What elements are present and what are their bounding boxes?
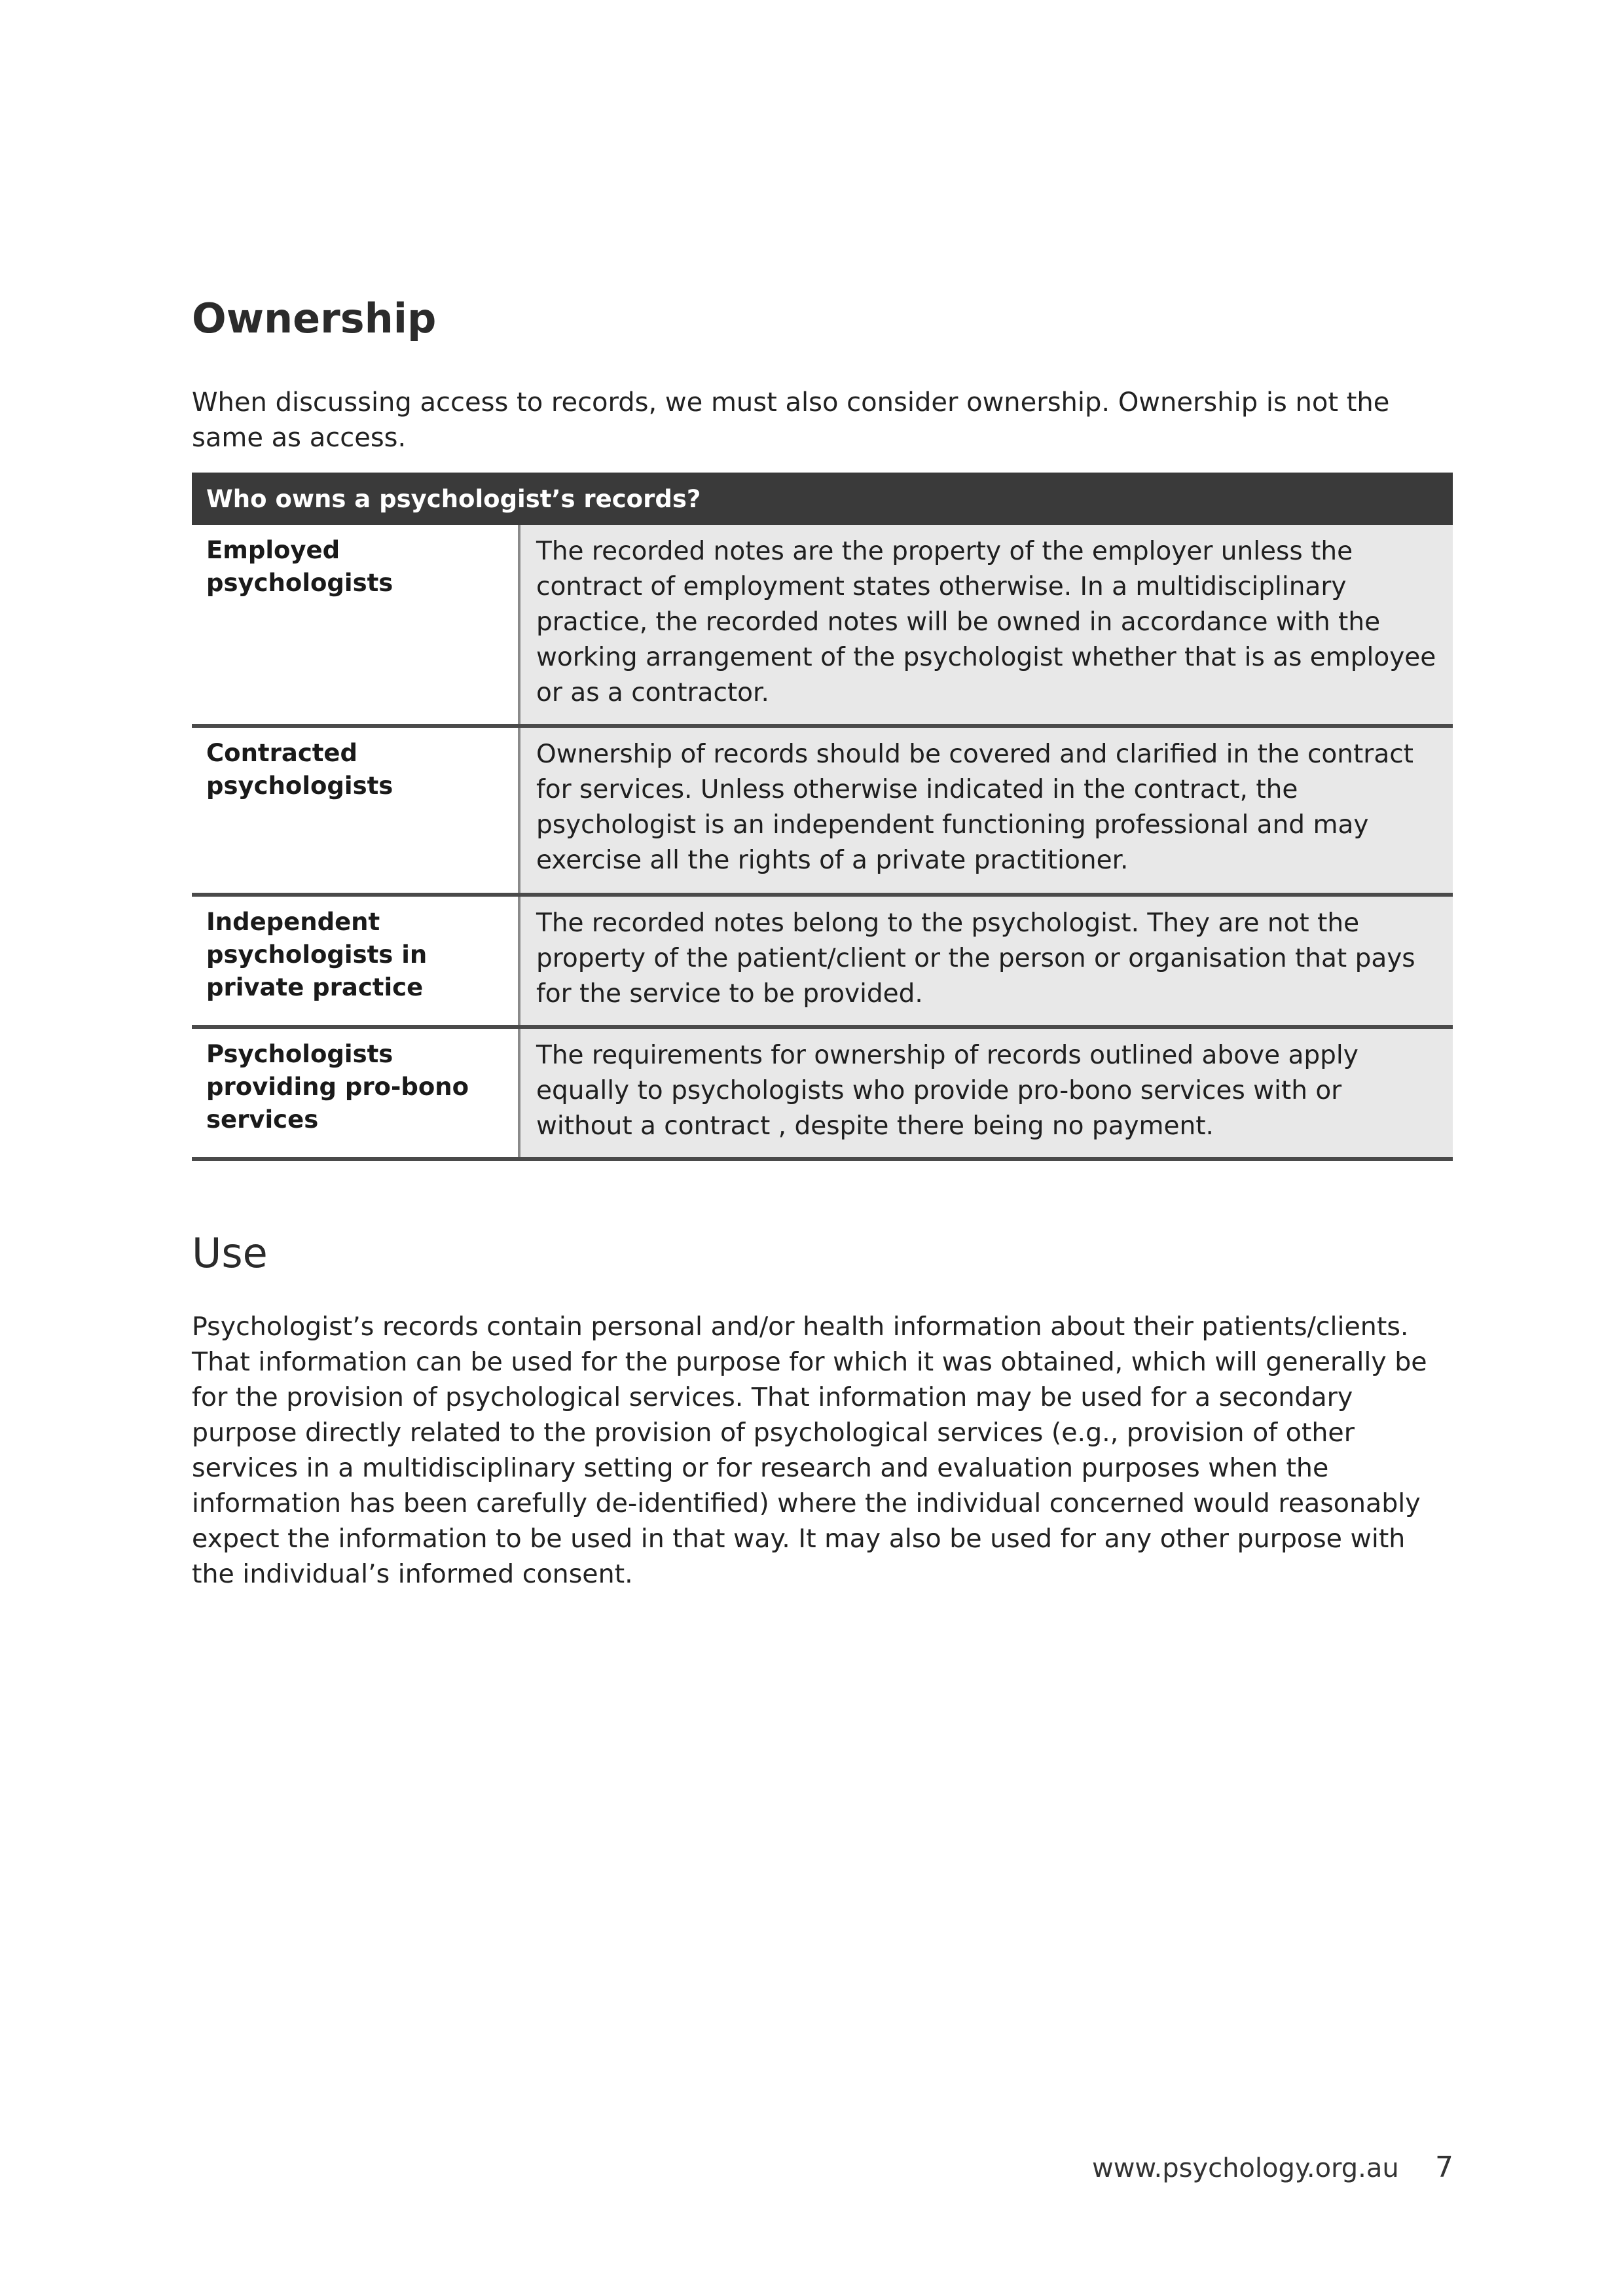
ownership-table — [192, 473, 1453, 1161]
row-label: Psychologists providing pro-bono services — [192, 1027, 519, 1159]
table-row — [192, 895, 1453, 1027]
ownership-heading: Ownership — [192, 295, 437, 342]
use-paragraph: Psychologist’s records contain personal and/or health information about their patients/clients. That information can be used for the purpose for which it was obtained, which will generally be for the provision of psychological services. That information may be used for a secondary purpose directly related to the provision of psychological services (e.g., provision of other services in a multidisciplinary setting or for research and evaluation purposes when the information has been carefully de-identified) where the individual concerned would reasonably expect the information to be used in that way. It may also be used for any other purpose with the individual’s informed consent. — [192, 1312, 1427, 1589]
use-heading: Use — [192, 1229, 268, 1277]
footer-website-link[interactable]: www.psychology.org.au — [1092, 2153, 1399, 2183]
row-label: Independent psychologists in private practice — [192, 895, 519, 1027]
table-header: Who owns a psychologist’s records? — [192, 473, 1453, 525]
row-label: Employed psychologists — [192, 525, 519, 726]
row-description: Ownership of records should be covered and clarified in the contract for services. Unless otherwise indicated in the contract, the psychologist is an independent functioning professional and may exercise all the rights of a private practitioner. — [519, 726, 1453, 895]
row-description: The recorded notes are the property of the employer unless the contract of employment states otherwise. In a multidisciplinary practice, the recorded notes will be owned in accordance with the working arrangement of the psychologist whether that is as employee or as a contractor. — [519, 525, 1453, 726]
table-row — [192, 525, 1453, 726]
table-row — [192, 1027, 1453, 1159]
table-row — [192, 726, 1453, 895]
table-header-row — [192, 473, 1453, 525]
ownership-intro: When discussing access to records, we must also consider ownership. Ownership is not the same as access. — [192, 387, 1390, 453]
page-number: 7 — [1435, 2151, 1453, 2184]
row-description: The recorded notes belong to the psychologist. They are not the property of the patient/client or the person or organisation that pays for the service to be provided. — [519, 895, 1453, 1027]
row-label: Contracted psychologists — [192, 726, 519, 895]
row-description: The requirements for ownership of records outlined above apply equally to psychologists who provide pro-bono services with or without a contract , despite there being no payment. — [519, 1027, 1453, 1159]
